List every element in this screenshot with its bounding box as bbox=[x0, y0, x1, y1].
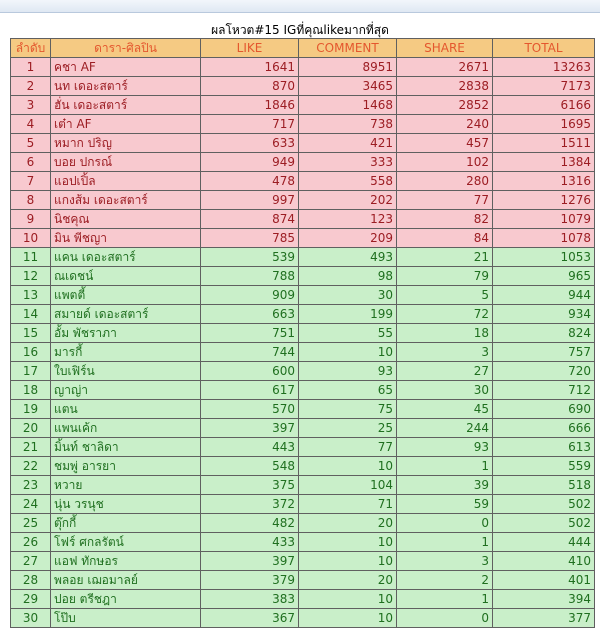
cell-rank: 10 bbox=[11, 229, 51, 248]
cell-total: 377 bbox=[493, 609, 595, 628]
cell-total: 444 bbox=[493, 533, 595, 552]
cell-comment: 3465 bbox=[299, 77, 397, 96]
cell-name: หวาย bbox=[51, 476, 201, 495]
cell-rank: 16 bbox=[11, 343, 51, 362]
cell-total: 757 bbox=[493, 343, 595, 362]
cell-rank: 13 bbox=[11, 286, 51, 305]
table-row bbox=[11, 134, 595, 153]
cell-total: 720 bbox=[493, 362, 595, 381]
cell-total: 1053 bbox=[493, 248, 595, 267]
cell-comment: 98 bbox=[299, 267, 397, 286]
cell-like: 397 bbox=[201, 419, 299, 438]
cell-comment: 10 bbox=[299, 457, 397, 476]
table-row bbox=[11, 191, 595, 210]
cell-total: 410 bbox=[493, 552, 595, 571]
cell-share: 79 bbox=[397, 267, 493, 286]
cell-like: 539 bbox=[201, 248, 299, 267]
cell-name: แอปเปิ้ล bbox=[51, 172, 201, 191]
cell-like: 600 bbox=[201, 362, 299, 381]
cell-like: 785 bbox=[201, 229, 299, 248]
table-row bbox=[11, 172, 595, 191]
cell-total: 712 bbox=[493, 381, 595, 400]
cell-total: 934 bbox=[493, 305, 595, 324]
cell-share: 3 bbox=[397, 343, 493, 362]
table-row bbox=[11, 571, 595, 590]
cell-like: 997 bbox=[201, 191, 299, 210]
header-name: ดารา-ศิลปิน bbox=[51, 39, 201, 58]
cell-comment: 558 bbox=[299, 172, 397, 191]
cell-rank: 26 bbox=[11, 533, 51, 552]
cell-rank: 5 bbox=[11, 134, 51, 153]
cell-comment: 77 bbox=[299, 438, 397, 457]
cell-total: 1316 bbox=[493, 172, 595, 191]
cell-rank: 17 bbox=[11, 362, 51, 381]
cell-total: 690 bbox=[493, 400, 595, 419]
cell-rank: 6 bbox=[11, 153, 51, 172]
cell-like: 443 bbox=[201, 438, 299, 457]
cell-comment: 10 bbox=[299, 343, 397, 362]
cell-total: 1511 bbox=[493, 134, 595, 153]
cell-rank: 28 bbox=[11, 571, 51, 590]
table-row bbox=[11, 115, 595, 134]
cell-name: นุ่น วรนุช bbox=[51, 495, 201, 514]
cell-name: แพนเค้ก bbox=[51, 419, 201, 438]
table-row bbox=[11, 96, 595, 115]
cell-name: โป๊บ bbox=[51, 609, 201, 628]
table-row bbox=[11, 305, 595, 324]
cell-share: 0 bbox=[397, 514, 493, 533]
cell-total: 1384 bbox=[493, 153, 595, 172]
cell-like: 949 bbox=[201, 153, 299, 172]
cell-comment: 10 bbox=[299, 590, 397, 609]
cell-share: 2671 bbox=[397, 58, 493, 77]
cell-comment: 209 bbox=[299, 229, 397, 248]
cell-comment: 333 bbox=[299, 153, 397, 172]
cell-name: มิ้นท์ ชาลิดา bbox=[51, 438, 201, 457]
table-row bbox=[11, 210, 595, 229]
cell-name: แคน เดอะสตาร์ bbox=[51, 248, 201, 267]
cell-share: 82 bbox=[397, 210, 493, 229]
cell-rank: 11 bbox=[11, 248, 51, 267]
cell-share: 244 bbox=[397, 419, 493, 438]
cell-rank: 29 bbox=[11, 590, 51, 609]
cell-rank: 9 bbox=[11, 210, 51, 229]
cell-like: 870 bbox=[201, 77, 299, 96]
header-comment: COMMENT bbox=[299, 39, 397, 58]
cell-rank: 4 bbox=[11, 115, 51, 134]
cell-name: แกงส้ม เดอะสตาร์ bbox=[51, 191, 201, 210]
cell-share: 27 bbox=[397, 362, 493, 381]
cell-like: 717 bbox=[201, 115, 299, 134]
cell-share: 0 bbox=[397, 609, 493, 628]
cell-like: 379 bbox=[201, 571, 299, 590]
header-row bbox=[11, 39, 595, 58]
cell-name: นิชคุณ bbox=[51, 210, 201, 229]
table-row bbox=[11, 495, 595, 514]
cell-like: 433 bbox=[201, 533, 299, 552]
cell-rank: 30 bbox=[11, 609, 51, 628]
table-row bbox=[11, 533, 595, 552]
cell-share: 1 bbox=[397, 533, 493, 552]
cell-share: 1 bbox=[397, 590, 493, 609]
table-row bbox=[11, 362, 595, 381]
cell-comment: 25 bbox=[299, 419, 397, 438]
cell-share: 21 bbox=[397, 248, 493, 267]
cell-comment: 493 bbox=[299, 248, 397, 267]
cell-like: 874 bbox=[201, 210, 299, 229]
table-row bbox=[11, 58, 595, 77]
cell-name: ปอย ตรีชฎา bbox=[51, 590, 201, 609]
cell-comment: 20 bbox=[299, 514, 397, 533]
cell-share: 280 bbox=[397, 172, 493, 191]
cell-total: 502 bbox=[493, 495, 595, 514]
cell-name: บอย ปกรณ์ bbox=[51, 153, 201, 172]
cell-comment: 10 bbox=[299, 609, 397, 628]
cell-share: 84 bbox=[397, 229, 493, 248]
table-row bbox=[11, 286, 595, 305]
cell-rank: 2 bbox=[11, 77, 51, 96]
cell-total: 613 bbox=[493, 438, 595, 457]
cell-name: หมาก ปริญ bbox=[51, 134, 201, 153]
window-top-bar bbox=[0, 0, 600, 13]
cell-name: คชา AF bbox=[51, 58, 201, 77]
cell-total: 824 bbox=[493, 324, 595, 343]
table-row bbox=[11, 324, 595, 343]
cell-total: 1695 bbox=[493, 115, 595, 134]
cell-name: อั้ม พัชราภา bbox=[51, 324, 201, 343]
cell-name: พลอย เฌอมาลย์ bbox=[51, 571, 201, 590]
table-row bbox=[11, 609, 595, 628]
cell-share: 2838 bbox=[397, 77, 493, 96]
cell-like: 1641 bbox=[201, 58, 299, 77]
cell-like: 909 bbox=[201, 286, 299, 305]
cell-name: ใบเฟิร์น bbox=[51, 362, 201, 381]
cell-comment: 20 bbox=[299, 571, 397, 590]
cell-rank: 22 bbox=[11, 457, 51, 476]
cell-total: 944 bbox=[493, 286, 595, 305]
cell-share: 30 bbox=[397, 381, 493, 400]
ranking-table bbox=[10, 38, 595, 628]
cell-share: 3 bbox=[397, 552, 493, 571]
cell-like: 751 bbox=[201, 324, 299, 343]
cell-share: 18 bbox=[397, 324, 493, 343]
cell-like: 570 bbox=[201, 400, 299, 419]
cell-name: ชมพู่ อารยา bbox=[51, 457, 201, 476]
cell-like: 397 bbox=[201, 552, 299, 571]
header-share: SHARE bbox=[397, 39, 493, 58]
table-row bbox=[11, 153, 595, 172]
cell-like: 663 bbox=[201, 305, 299, 324]
cell-comment: 421 bbox=[299, 134, 397, 153]
cell-like: 548 bbox=[201, 457, 299, 476]
cell-total: 6166 bbox=[493, 96, 595, 115]
cell-total: 1078 bbox=[493, 229, 595, 248]
header-rank: ลำดับ bbox=[11, 39, 51, 58]
cell-rank: 3 bbox=[11, 96, 51, 115]
page-title: ผลโหวต#15 IGที่คุณlikeมากที่สุด bbox=[211, 23, 389, 37]
cell-share: 2 bbox=[397, 571, 493, 590]
cell-name: ฮั่น เดอะสตาร์ bbox=[51, 96, 201, 115]
cell-like: 617 bbox=[201, 381, 299, 400]
cell-comment: 55 bbox=[299, 324, 397, 343]
cell-comment: 738 bbox=[299, 115, 397, 134]
cell-total: 1276 bbox=[493, 191, 595, 210]
cell-rank: 18 bbox=[11, 381, 51, 400]
cell-rank: 25 bbox=[11, 514, 51, 533]
cell-total: 7173 bbox=[493, 77, 595, 96]
cell-comment: 104 bbox=[299, 476, 397, 495]
cell-rank: 8 bbox=[11, 191, 51, 210]
cell-comment: 93 bbox=[299, 362, 397, 381]
cell-comment: 202 bbox=[299, 191, 397, 210]
table-row bbox=[11, 457, 595, 476]
cell-like: 633 bbox=[201, 134, 299, 153]
cell-like: 383 bbox=[201, 590, 299, 609]
cell-rank: 14 bbox=[11, 305, 51, 324]
cell-rank: 23 bbox=[11, 476, 51, 495]
cell-name: ญาญ่า bbox=[51, 381, 201, 400]
cell-comment: 10 bbox=[299, 533, 397, 552]
cell-share: 1 bbox=[397, 457, 493, 476]
cell-share: 240 bbox=[397, 115, 493, 134]
cell-comment: 75 bbox=[299, 400, 397, 419]
header-total: TOTAL bbox=[493, 39, 595, 58]
cell-name: มารกี้ bbox=[51, 343, 201, 362]
cell-total: 13263 bbox=[493, 58, 595, 77]
table-row bbox=[11, 590, 595, 609]
cell-share: 39 bbox=[397, 476, 493, 495]
table-row bbox=[11, 400, 595, 419]
cell-total: 559 bbox=[493, 457, 595, 476]
cell-share: 2852 bbox=[397, 96, 493, 115]
cell-comment: 65 bbox=[299, 381, 397, 400]
cell-comment: 8951 bbox=[299, 58, 397, 77]
cell-rank: 1 bbox=[11, 58, 51, 77]
cell-share: 45 bbox=[397, 400, 493, 419]
cell-like: 788 bbox=[201, 267, 299, 286]
cell-total: 1079 bbox=[493, 210, 595, 229]
table-row bbox=[11, 419, 595, 438]
cell-like: 1846 bbox=[201, 96, 299, 115]
cell-total: 401 bbox=[493, 571, 595, 590]
cell-name: แตน bbox=[51, 400, 201, 419]
cell-like: 367 bbox=[201, 609, 299, 628]
table-body bbox=[11, 58, 595, 628]
table-row bbox=[11, 77, 595, 96]
cell-total: 394 bbox=[493, 590, 595, 609]
table-row bbox=[11, 248, 595, 267]
cell-rank: 20 bbox=[11, 419, 51, 438]
table-row bbox=[11, 514, 595, 533]
cell-comment: 123 bbox=[299, 210, 397, 229]
cell-share: 59 bbox=[397, 495, 493, 514]
table-row bbox=[11, 343, 595, 362]
cell-share: 5 bbox=[397, 286, 493, 305]
cell-share: 77 bbox=[397, 191, 493, 210]
cell-name: นท เดอะสตาร์ bbox=[51, 77, 201, 96]
cell-rank: 21 bbox=[11, 438, 51, 457]
table-row bbox=[11, 267, 595, 286]
cell-total: 502 bbox=[493, 514, 595, 533]
cell-name: ตุ๊กกี้ bbox=[51, 514, 201, 533]
cell-share: 102 bbox=[397, 153, 493, 172]
cell-name: โฟร์ ศกลรัตน์ bbox=[51, 533, 201, 552]
cell-rank: 24 bbox=[11, 495, 51, 514]
cell-like: 744 bbox=[201, 343, 299, 362]
cell-comment: 199 bbox=[299, 305, 397, 324]
table-row bbox=[11, 381, 595, 400]
cell-name: ณเดชน์ bbox=[51, 267, 201, 286]
cell-rank: 15 bbox=[11, 324, 51, 343]
cell-share: 72 bbox=[397, 305, 493, 324]
cell-total: 518 bbox=[493, 476, 595, 495]
cell-like: 482 bbox=[201, 514, 299, 533]
table-row bbox=[11, 229, 595, 248]
cell-like: 478 bbox=[201, 172, 299, 191]
cell-name: มิน พีชญา bbox=[51, 229, 201, 248]
cell-total: 666 bbox=[493, 419, 595, 438]
cell-name: เต๋า AF bbox=[51, 115, 201, 134]
cell-name: แพตตี้ bbox=[51, 286, 201, 305]
cell-comment: 1468 bbox=[299, 96, 397, 115]
cell-share: 93 bbox=[397, 438, 493, 457]
cell-rank: 19 bbox=[11, 400, 51, 419]
table-row bbox=[11, 476, 595, 495]
cell-name: แอฟ ทักษอร bbox=[51, 552, 201, 571]
cell-share: 457 bbox=[397, 134, 493, 153]
cell-rank: 12 bbox=[11, 267, 51, 286]
header-like: LIKE bbox=[201, 39, 299, 58]
table-row bbox=[11, 552, 595, 571]
cell-like: 375 bbox=[201, 476, 299, 495]
cell-comment: 30 bbox=[299, 286, 397, 305]
cell-name: สมายด์ เดอะสตาร์ bbox=[51, 305, 201, 324]
cell-rank: 7 bbox=[11, 172, 51, 191]
table-row bbox=[11, 438, 595, 457]
cell-rank: 27 bbox=[11, 552, 51, 571]
cell-comment: 10 bbox=[299, 552, 397, 571]
cell-total: 965 bbox=[493, 267, 595, 286]
cell-comment: 71 bbox=[299, 495, 397, 514]
cell-like: 372 bbox=[201, 495, 299, 514]
